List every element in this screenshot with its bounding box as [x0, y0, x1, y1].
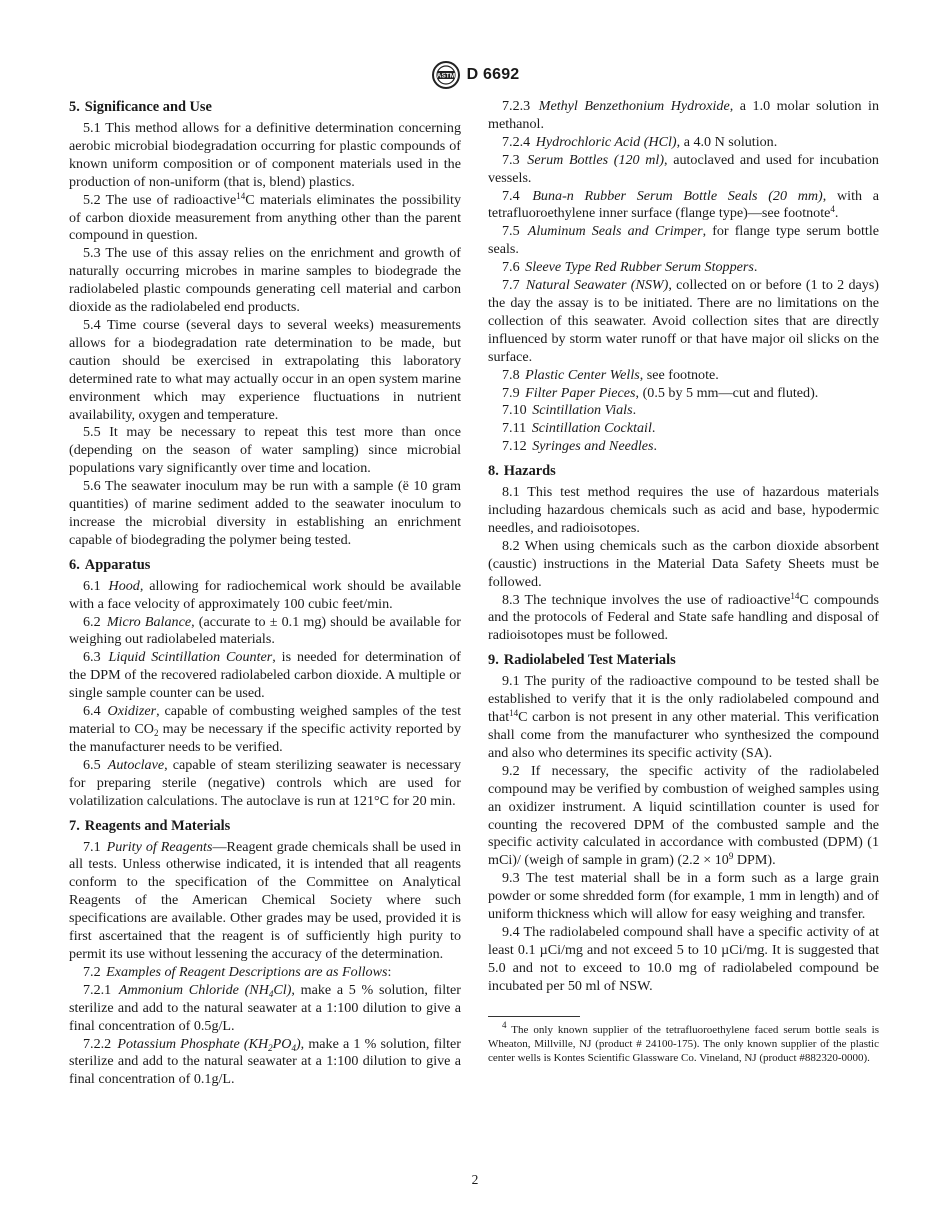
section-heading-9: 9. Radiolabeled Test Materials — [488, 652, 676, 669]
paragraph-7-2-2: 7.2.2 Potassium Phosphate $(KH_2PO_4)$, make a 1 % solution, filter sterilize and add to the natural seawater at a 1:100 dilution to give a final concentration of 0.1g/L. — [69, 1035, 461, 1088]
paragraph-8-1: 8.1 This test method requires the use of hazardous materials including hazardous chemicals such as acid and base, hypodermic needles, and radioisotopes. — [488, 484, 879, 536]
paragraph-7-6: 7.6 Sleeve Type Red Rubber Serum Stoppers. — [502, 259, 758, 276]
paragraph-7-3: 7.3 Serum Bottles (120 ml), autoclaved and used for incubation vessels. — [488, 151, 879, 186]
paragraph-5-6: 5.6 The seawater inoculum may be run with a sample (ë 10 gram quantities) of marine sediment added to the seawater inoculum to increase the microbial diversity in establishing an enrichment capable of biodegrading the polymer being tested. — [69, 478, 461, 548]
left-column — [69, 98, 461, 1089]
paragraph-7-2-3: 7.2.3 Methyl Benzethonium Hydroxide, a 1.0 molar solution in methanol. — [488, 98, 879, 132]
paragraph-6-4: 6.4 Oxidizer, capable of combusting weighed samples of the test material to $CO_2$ may be necessary if the specific activity reported by the manufacturer needs to be verified. — [69, 703, 461, 755]
astm-logo-icon — [431, 60, 461, 90]
page-header — [0, 60, 950, 90]
paragraph-6-5: 6.5 Autoclave, capable of steam sterilizing seawater is necessary for preparing sterile (negative) controls which are used for volatilization calculations. The autoclave is run at 121°C for 20 min. — [69, 756, 461, 809]
paragraph-9-4: 9.4 The radiolabeled compound shall have a specific activity of at least 0.1 µCi/mg and not exceed 5 to 10 µCi/mg. It is suggested that 5.0 and not to exceed to 10.0 mg of radiolabeled compound be incubated per 50 ml of NSW. — [488, 923, 879, 994]
paragraph-7-2-4: 7.2.4 Hydrochloric Acid (HCl), a 4.0 N solution. — [502, 133, 778, 150]
paragraph-7-8: 7.8 Plastic Center Wells, see footnote. — [502, 366, 719, 383]
svg-text:ASTM: ASTM — [436, 72, 455, 80]
paragraph-5-3: 5.3 The use of this assay relies on the enrichment and growth of naturally occurring microbes in marine samples to biodegrade the radiolabeled plastic compounds generating cell material and carbon dioxide as the radiolabeled end products. — [69, 245, 461, 316]
section-heading-6: 6. Apparatus — [69, 556, 151, 573]
paragraph-7-2-1: 7.2.1 Ammonium Chloride $(NH_4Cl)$, make a 5 % solution, filter sterilize and add to the natural seawater at a 1:100 dilution to give a final concentration of 0.5g/L. — [69, 981, 461, 1034]
paragraph-9-3: 9.3 The test material shall be in a form such as a large grain powder or some shredded form (for example, 1 mm in length) and of uniform thickness which will allow for easy weighing and transfer. — [488, 870, 879, 923]
paragraph-6-1: 6.1 Hood, allowing for radiochemical work should be available with a face velocity of approximately 100 cubic feet/min. — [69, 577, 461, 612]
section-heading-5: 5. Significance and Use — [69, 99, 212, 115]
paragraph-7-12: 7.12 Syringes and Needles. — [502, 438, 658, 455]
paragraph-5-4: 5.4 Time course (several days to several weeks) measurements allows for a biodegradation rate determination to be made, but caution should be exercised in extrapolating this laboratory determined rate to what may actually occur in an open system marine environment which may experience fluctuations in nutrient availability, oxygen and temperature. — [69, 316, 461, 423]
paragraph-7-1: 7.1 Purity of Reagents—Reagent grade chemicals shall be used in all tests. Unless otherwise indicated, it is intended that all reagents conform to the specification of the Committee on Analytical Reagents of the American Chemical Society where such specifications are available. Other grades may be used, provided it is first ascertained that the reagent is of sufficiently high purity to permit its use without lessening the accuracy of the determination. — [69, 838, 461, 962]
standard-designation: D 6692 — [466, 66, 520, 83]
paragraph-8-3: 8.3 The technique involves the use of radioactive$^{14}$C compounds and the protocols of Federal and State safe handling and disposal of radioisotopes must be followed. — [488, 590, 879, 644]
right-column — [488, 98, 879, 1065]
paragraph-5-5: 5.5 It may be necessary to repeat this test more than once (depending on the season of water sampling) since microbial populations vary significantly over time and location. — [69, 424, 461, 477]
paragraph-9-1: 9.1 The purity of the radioactive compound to be tested shall be established to verify that it is the only radiolabeled compound and that$^{14}$C carbon is not present in any other material. This verification shall come from the manufacturer who synthesized the compound and also who determines its specific activity (SA). — [488, 673, 879, 761]
paragraph-7-11: 7.11 Scintillation Cocktail. — [502, 420, 656, 437]
footnote-divider — [488, 1016, 580, 1017]
paragraph-7-2: 7.2 Examples of Reagent Descriptions are as Follows: — [83, 963, 392, 980]
footnote: $^4$ The only known supplier of the tetrafluoroethylene faced serum bottle seals is Wheaton, Millville, NJ (product # 24100-175). The only known supplier of the plastic center wells is Kontes Scientific Glassware Co. Vineland, NJ (product #882320-0000). — [488, 1019, 879, 1064]
paragraph-5-2: 5.2 The use of radioactive$^{14}$C materials eliminates the possibility of carbon dioxide measurement from anything other than the parent compound in question. — [69, 190, 461, 244]
paragraph-6-2: 6.2 Micro Balance, (accurate to ± 0.1 mg) should be available for weighing out radiolabeled materials. — [69, 613, 462, 648]
page-number: 2 — [471, 1172, 479, 1187]
section-heading-7: 7. Reagents and Materials — [69, 817, 231, 834]
paragraph-8-2: 8.2 When using chemicals such as the carbon dioxide absorbent (caustic) instructions in the Material Data Safety Sheets must be followed. — [488, 537, 879, 590]
paragraph-6-3: 6.3 Liquid Scintillation Counter, is needed for determination of the DPM of the recovered radiolabeled carbon dioxide. A multiple or single sample counter can be used. — [69, 649, 461, 702]
paragraph-7-5: 7.5 Aluminum Seals and Crimper, for flange type serum bottle seals. — [488, 223, 879, 258]
paragraph-7-9: 7.9 Filter Paper Pieces, (0.5 by 5 mm—cut and fluted). — [502, 384, 819, 401]
paragraph-7-7: 7.7 Natural Seawater (NSW), collected on or before (1 to 2 days) the day the assay is to be initiated. There are no limitations on the collection of this seawater. Avoid collection sites that are directly influenced by storm water runoff or that have major oil slicks on the surface. — [488, 277, 879, 365]
paragraph-9-2: 9.2 If necessary, the specific activity of the radiolabeled compound may be verified by combustion of weighed samples using an oxidizer instrument. A liquid scintillation counter is used for counting the recovered DPM of the combusted sample and the specific activity calculated in accordance with combusted (DPM) (1 mCi)/ (weigh of sample in gram) ($2.2 \times 10^9$ DPM). — [488, 762, 879, 869]
paragraph-5-1: 5.1 This method allows for a definitive determination concerning aerobic microbial biodegradation occurring for plastic compounds of known uniform composition or of component materials used in the production of non-uniform (that is, blend) plastics. — [69, 120, 461, 190]
paragraph-7-4: 7.4 Buna-n Rubber Serum Bottle Seals (20 mm), with a tetrafluoroethylene inner surface (flange type)—see footnote$^4$. — [488, 187, 879, 222]
section-heading-8: 8. Hazards — [488, 463, 556, 480]
paragraph-7-10: 7.10 Scintillation Vials. — [502, 402, 637, 419]
